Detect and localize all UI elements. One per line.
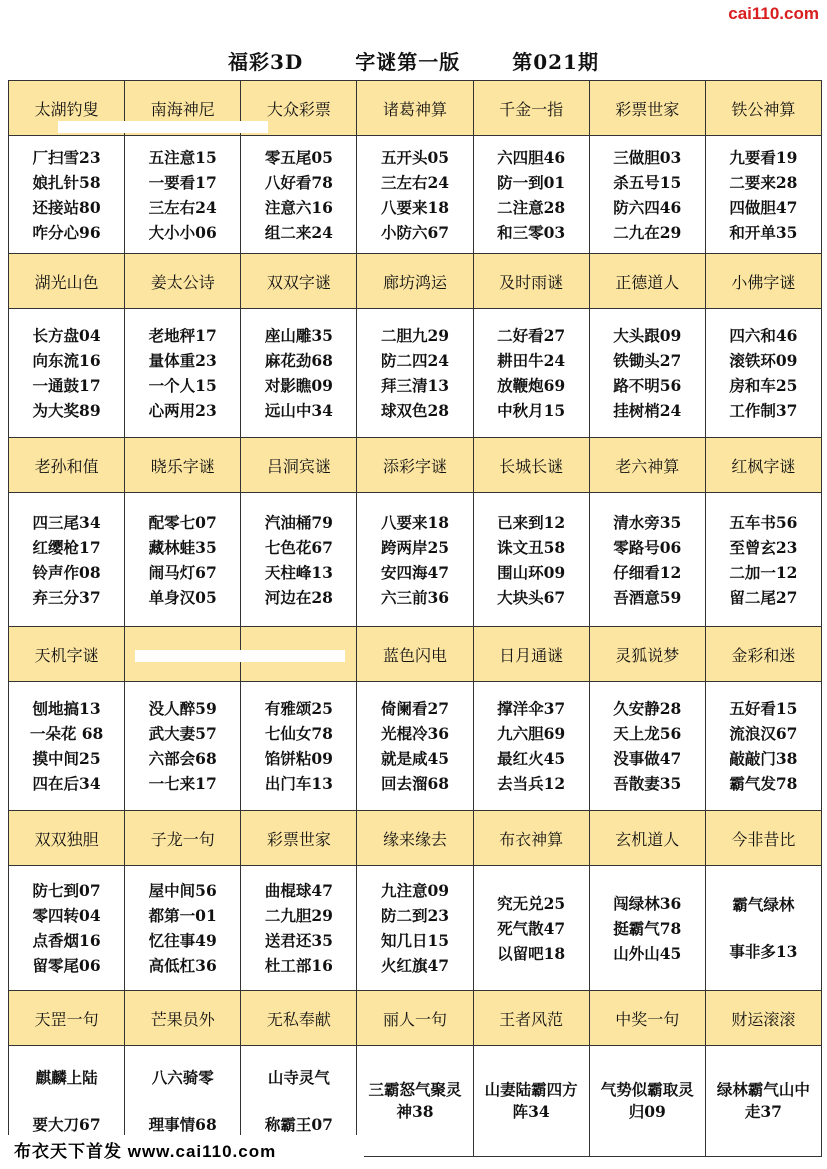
puzzle-line: 二加一12	[729, 562, 798, 582]
puzzle-line: 出门车13	[264, 774, 333, 793]
cell-spacer	[241, 1090, 356, 1112]
puzzle-cell	[589, 309, 705, 438]
puzzle-line: 二好看27	[497, 326, 566, 345]
puzzle-cell	[9, 309, 125, 438]
column-header: 日月通谜	[473, 627, 589, 682]
puzzle-line: 路不明56	[613, 376, 682, 395]
column-header: 正德道人	[589, 254, 705, 309]
column-header: 添彩字谜	[357, 438, 473, 493]
puzzle-cell	[357, 309, 473, 438]
puzzle-cell	[9, 682, 125, 811]
header-row	[9, 254, 822, 309]
puzzle-cell	[241, 866, 357, 991]
puzzle-line: 倚阑看27	[380, 699, 450, 718]
puzzle-cell	[241, 682, 357, 811]
puzzle-line: 咋分心96	[32, 222, 101, 242]
header-row	[9, 991, 822, 1046]
puzzle-line: 一要看17	[148, 172, 217, 192]
puzzle-cell	[125, 682, 241, 811]
puzzle-line: 称霸王07	[264, 1115, 333, 1134]
puzzle-line: 知几日15	[380, 931, 450, 950]
puzzle-line: 二九在29	[613, 222, 682, 242]
column-header: 今非昔比	[705, 811, 821, 866]
puzzle-line: 二九胆29	[264, 906, 333, 925]
puzzle-cell	[473, 136, 589, 254]
puzzle-line: 没人醉59	[148, 699, 217, 718]
column-header: 大众彩票	[241, 81, 357, 136]
column-header: 布衣神算	[473, 811, 589, 866]
header-row	[9, 627, 822, 682]
puzzle-line: 诛文丑58	[497, 537, 566, 557]
puzzle-cell	[705, 309, 821, 438]
puzzle-line: 拜三清13	[380, 376, 450, 395]
puzzle-line: 远山中34	[264, 401, 333, 420]
puzzle-line: 二注意28	[497, 197, 566, 217]
puzzle-line: 杀五号15	[613, 172, 682, 192]
puzzle-cell	[357, 682, 473, 811]
puzzle-line: 跨两岸25	[380, 537, 450, 557]
puzzle-cell	[9, 493, 125, 627]
cell-spacer	[9, 1090, 124, 1112]
puzzle-line: 量体重23	[148, 351, 217, 370]
puzzle-line: 单身汉05	[148, 587, 217, 607]
puzzle-line: 天柱峰13	[264, 562, 333, 582]
puzzle-line: 闹马灯67	[148, 562, 217, 582]
puzzle-line: 弃三分37	[32, 587, 101, 607]
puzzle-line: 零五尾05	[264, 147, 333, 167]
column-header: 吕洞宾谜	[241, 438, 357, 493]
puzzle-line: 六部会68	[148, 749, 217, 768]
puzzle-line: 气势似霸取灵归09	[600, 1080, 694, 1121]
puzzle-cell	[9, 136, 125, 254]
puzzle-line: 藏林蛙35	[148, 537, 217, 557]
column-header: 双双字谜	[241, 254, 357, 309]
puzzle-line: 事非多13	[729, 942, 798, 961]
column-header: 金彩和迷	[705, 627, 821, 682]
puzzle-line: 八好看78	[264, 172, 333, 192]
puzzle-cell	[589, 136, 705, 254]
puzzle-line: 八要来18	[380, 197, 450, 217]
column-header: 及时雨谜	[473, 254, 589, 309]
column-header: 小佛字谜	[705, 254, 821, 309]
puzzle-line: 忆往事49	[148, 931, 217, 950]
puzzle-line: 大块头67	[497, 587, 566, 607]
puzzle-line: 天上龙56	[613, 724, 682, 743]
puzzle-cell	[125, 866, 241, 991]
puzzle-cell	[473, 866, 589, 991]
title-issue: 第021期	[512, 50, 599, 74]
puzzle-line: 仔细看12	[613, 562, 682, 582]
puzzle-line: 九要看19	[729, 147, 798, 167]
puzzle-cell	[705, 1046, 821, 1157]
puzzle-line: 铁锄头27	[613, 351, 682, 370]
puzzle-line: 五车书56	[729, 512, 798, 532]
puzzle-line: 球双色28	[380, 401, 450, 420]
column-header: 晓乐字谜	[125, 438, 241, 493]
column-header: 南海神尼	[125, 81, 241, 136]
puzzle-cell	[473, 309, 589, 438]
puzzle-line: 四做胆47	[729, 197, 798, 217]
puzzle-line: 娘扎针58	[32, 172, 101, 192]
title-edition: 字谜第一版	[355, 50, 461, 74]
puzzle-line: 摸中间25	[32, 749, 101, 768]
column-header: 千金一指	[473, 81, 589, 136]
puzzle-line: 组二来24	[264, 222, 333, 242]
column-header: 诸葛神算	[357, 81, 473, 136]
puzzle-line: 已来到12	[497, 512, 566, 532]
puzzle-line: 究无兑25	[497, 893, 566, 913]
puzzle-line: 刨地搞13	[32, 699, 101, 718]
puzzle-line: 防七到07	[32, 881, 101, 900]
puzzle-line: 防二到23	[380, 906, 450, 925]
puzzle-cell	[589, 682, 705, 811]
puzzle-line: 山外山45	[613, 943, 682, 963]
puzzle-line: 工作制37	[729, 401, 798, 420]
puzzle-line: 长方盘04	[32, 326, 101, 345]
puzzle-line: 回去溜68	[380, 774, 450, 793]
puzzle-line: 麻花劲68	[264, 351, 333, 370]
puzzle-line: 大头跟09	[613, 326, 682, 345]
puzzle-line: 防六四46	[613, 197, 682, 217]
puzzle-line: 零四转04	[32, 906, 101, 925]
puzzle-line: 有雅颂25	[264, 699, 333, 718]
puzzle-line: 九六胆69	[497, 724, 566, 743]
puzzle-line: 河边在28	[264, 587, 333, 607]
puzzle-line: 围山环09	[497, 562, 566, 582]
column-header: 太湖钓叟	[9, 81, 125, 136]
puzzle-cell	[241, 309, 357, 438]
site-logo: cai110.com	[728, 4, 819, 23]
puzzle-line: 送君还35	[264, 931, 333, 950]
column-header: 灵狐说梦	[589, 627, 705, 682]
column-header: 湖光山色	[9, 254, 125, 309]
puzzle-line: 汽油桶79	[264, 512, 333, 532]
page-title	[0, 46, 827, 75]
puzzle-line: 五开头05	[380, 147, 450, 167]
puzzle-line: 光棍冷36	[380, 724, 450, 743]
puzzle-line: 六三前36	[380, 587, 450, 607]
puzzle-line: 吾散妻35	[613, 774, 682, 793]
column-header: 彩票世家	[589, 81, 705, 136]
puzzle-cell	[589, 866, 705, 991]
puzzle-line: 防二四24	[380, 351, 450, 370]
cell-spacer	[706, 917, 821, 939]
puzzle-line: 和三零03	[497, 222, 566, 242]
puzzle-line: 流浪汉67	[729, 724, 798, 743]
title-game: 福彩3D	[228, 50, 304, 74]
puzzle-line: 四在后34	[32, 774, 101, 793]
puzzle-line: 吾酒意59	[613, 587, 682, 607]
puzzle-line: 老地秤17	[148, 326, 217, 345]
puzzle-line: 三霸怒气聚灵神38	[368, 1080, 462, 1121]
puzzle-line: 山寺灵气	[267, 1068, 330, 1087]
puzzle-cell	[705, 136, 821, 254]
puzzle-line: 久安静28	[613, 699, 682, 718]
puzzle-line: 红缨枪17	[32, 537, 101, 557]
puzzle-line: 安四海47	[380, 562, 450, 582]
puzzle-line: 大小小06	[148, 222, 217, 242]
column-header: 玄机道人	[589, 811, 705, 866]
puzzle-line: 一个人15	[148, 376, 217, 395]
header-row	[9, 438, 822, 493]
column-header: 蓝色闪电	[357, 627, 473, 682]
column-header: 老孙和值	[9, 438, 125, 493]
puzzle-cell	[125, 493, 241, 627]
puzzle-line: 点香烟16	[32, 931, 101, 950]
column-header: 天罡一句	[9, 991, 125, 1046]
puzzle-line: 四六和46	[729, 326, 798, 345]
puzzle-cell	[473, 1046, 589, 1157]
puzzle-cell	[705, 682, 821, 811]
puzzle-line: 山妻陆霸四方阵34	[484, 1080, 578, 1121]
column-header: 王者风范	[473, 991, 589, 1046]
puzzle-line: 配零七07	[148, 512, 217, 532]
column-header: 姜太公诗	[125, 254, 241, 309]
redaction-strip	[58, 121, 268, 133]
puzzle-line: 闯绿林36	[613, 893, 682, 913]
puzzle-cell	[125, 136, 241, 254]
column-header: 财运滚滚	[705, 991, 821, 1046]
puzzle-line: 杜工部16	[264, 956, 333, 975]
column-header: 子龙一句	[125, 811, 241, 866]
puzzle-line: 曲棍球47	[264, 881, 333, 900]
column-header: 丽人一句	[357, 991, 473, 1046]
puzzle-line: 敲敲门38	[729, 749, 798, 768]
puzzle-line: 绿林霸气山中走37	[716, 1080, 810, 1121]
puzzle-line: 一七来17	[148, 774, 217, 793]
puzzle-line: 撑洋伞37	[497, 699, 566, 718]
puzzle-line: 为大奖89	[32, 401, 101, 420]
puzzle-cell	[9, 866, 125, 991]
footer-watermark: 布衣天下首发 www.cai110.com	[0, 1135, 364, 1169]
content-row	[9, 309, 822, 438]
puzzle-line: 挂树梢24	[613, 401, 682, 420]
column-header: 无私奉献	[241, 991, 357, 1046]
puzzle-line: 清水旁35	[613, 512, 682, 532]
puzzle-line: 八要来18	[380, 512, 450, 532]
puzzle-line: 留二尾27	[729, 587, 798, 607]
puzzle-line: 还接站80	[32, 197, 101, 217]
header-row	[9, 811, 822, 866]
puzzle-line: 以留吧18	[497, 943, 566, 963]
puzzle-line: 就是咸45	[380, 749, 450, 768]
puzzle-line: 霸气发78	[729, 774, 798, 793]
column-header: 中奖一句	[589, 991, 705, 1046]
content-row	[9, 866, 822, 991]
puzzle-line: 和开单35	[729, 222, 798, 242]
puzzle-line: 馅饼粘09	[264, 749, 333, 768]
puzzle-cell	[125, 309, 241, 438]
puzzle-cell	[705, 493, 821, 627]
puzzle-line: 一朵花 68	[29, 724, 104, 743]
puzzle-line: 理事情68	[148, 1115, 217, 1134]
puzzle-line: 房和车25	[729, 376, 798, 395]
puzzle-line: 七仙女78	[264, 724, 333, 743]
puzzle-line: 火红旗47	[380, 956, 450, 975]
puzzle-line: 心两用23	[148, 401, 217, 420]
puzzle-line: 屋中间56	[148, 881, 217, 900]
content-row	[9, 493, 822, 627]
puzzle-line: 挺霸气78	[613, 918, 682, 938]
puzzle-line: 去当兵12	[497, 774, 566, 793]
puzzle-cell	[473, 682, 589, 811]
column-header: 红枫字谜	[705, 438, 821, 493]
puzzle-line: 二要来28	[729, 172, 798, 192]
redaction-strip	[135, 650, 345, 662]
puzzle-line: 五注意15	[148, 147, 217, 167]
puzzle-line: 一通鼓17	[32, 376, 101, 395]
puzzle-cell	[241, 136, 357, 254]
puzzle-cell	[705, 866, 821, 991]
puzzle-line: 最红火45	[497, 749, 566, 768]
puzzle-line: 二胆九29	[380, 326, 450, 345]
puzzle-grid	[8, 80, 822, 1157]
puzzle-line: 向东流16	[32, 351, 101, 370]
column-header: 双双独胆	[9, 811, 125, 866]
puzzle-line: 三左右24	[148, 197, 217, 217]
puzzle-cell	[357, 493, 473, 627]
puzzle-line: 留零尾06	[32, 956, 101, 975]
puzzle-line: 滚铁环09	[729, 351, 798, 370]
puzzle-cell	[241, 493, 357, 627]
puzzle-line: 七色花67	[264, 537, 333, 557]
puzzle-line: 要大刀67	[32, 1115, 101, 1134]
puzzle-line: 高低杠36	[148, 956, 217, 975]
puzzle-line: 放鞭炮69	[497, 376, 566, 395]
column-header: 廊坊鸿运	[357, 254, 473, 309]
puzzle-line: 都第一01	[148, 906, 217, 925]
puzzle-line: 没事做47	[613, 749, 682, 768]
column-header: 芒果员外	[125, 991, 241, 1046]
puzzle-line: 耕田牛24	[497, 351, 566, 370]
column-header: 长城长谜	[473, 438, 589, 493]
puzzle-line: 防一到01	[497, 172, 566, 192]
puzzle-line: 四三尾34	[32, 512, 101, 532]
puzzle-line: 铃声作08	[32, 562, 101, 582]
puzzle-cell	[589, 1046, 705, 1157]
puzzle-line: 三做胆03	[613, 147, 682, 167]
puzzle-line: 五好看15	[729, 699, 798, 718]
puzzle-line: 九注意09	[380, 881, 450, 900]
puzzle-cell	[473, 493, 589, 627]
puzzle-line: 麒麟上陆	[35, 1068, 98, 1087]
puzzle-cell	[357, 1046, 473, 1157]
puzzle-line: 厂扫雪23	[32, 147, 101, 167]
puzzle-line: 死气散47	[497, 918, 566, 938]
puzzle-line: 六四胆46	[497, 147, 566, 167]
puzzle-line: 中秋月15	[497, 401, 566, 420]
puzzle-line: 零路号06	[613, 537, 682, 557]
puzzle-line: 对影瞧09	[264, 376, 333, 395]
puzzle-cell	[357, 136, 473, 254]
puzzle-line: 至曾玄23	[729, 537, 798, 557]
puzzle-cell	[589, 493, 705, 627]
content-row	[9, 136, 822, 254]
puzzle-line: 注意六16	[264, 197, 333, 217]
puzzle-cell	[357, 866, 473, 991]
puzzle-line: 武大妻57	[148, 724, 217, 743]
content-row	[9, 682, 822, 811]
cell-spacer	[125, 1090, 240, 1112]
column-header: 铁公神算	[705, 81, 821, 136]
column-header: 天机字谜	[9, 627, 125, 682]
puzzle-line: 三左右24	[380, 172, 450, 192]
puzzle-line: 八六骑零	[151, 1068, 214, 1087]
puzzle-line: 座山雕35	[264, 326, 333, 345]
column-header: 彩票世家	[241, 811, 357, 866]
column-header: 缘来缘去	[357, 811, 473, 866]
column-header: 老六神算	[589, 438, 705, 493]
puzzle-line: 霸气绿林	[732, 895, 795, 914]
puzzle-line: 小防六67	[380, 222, 450, 242]
